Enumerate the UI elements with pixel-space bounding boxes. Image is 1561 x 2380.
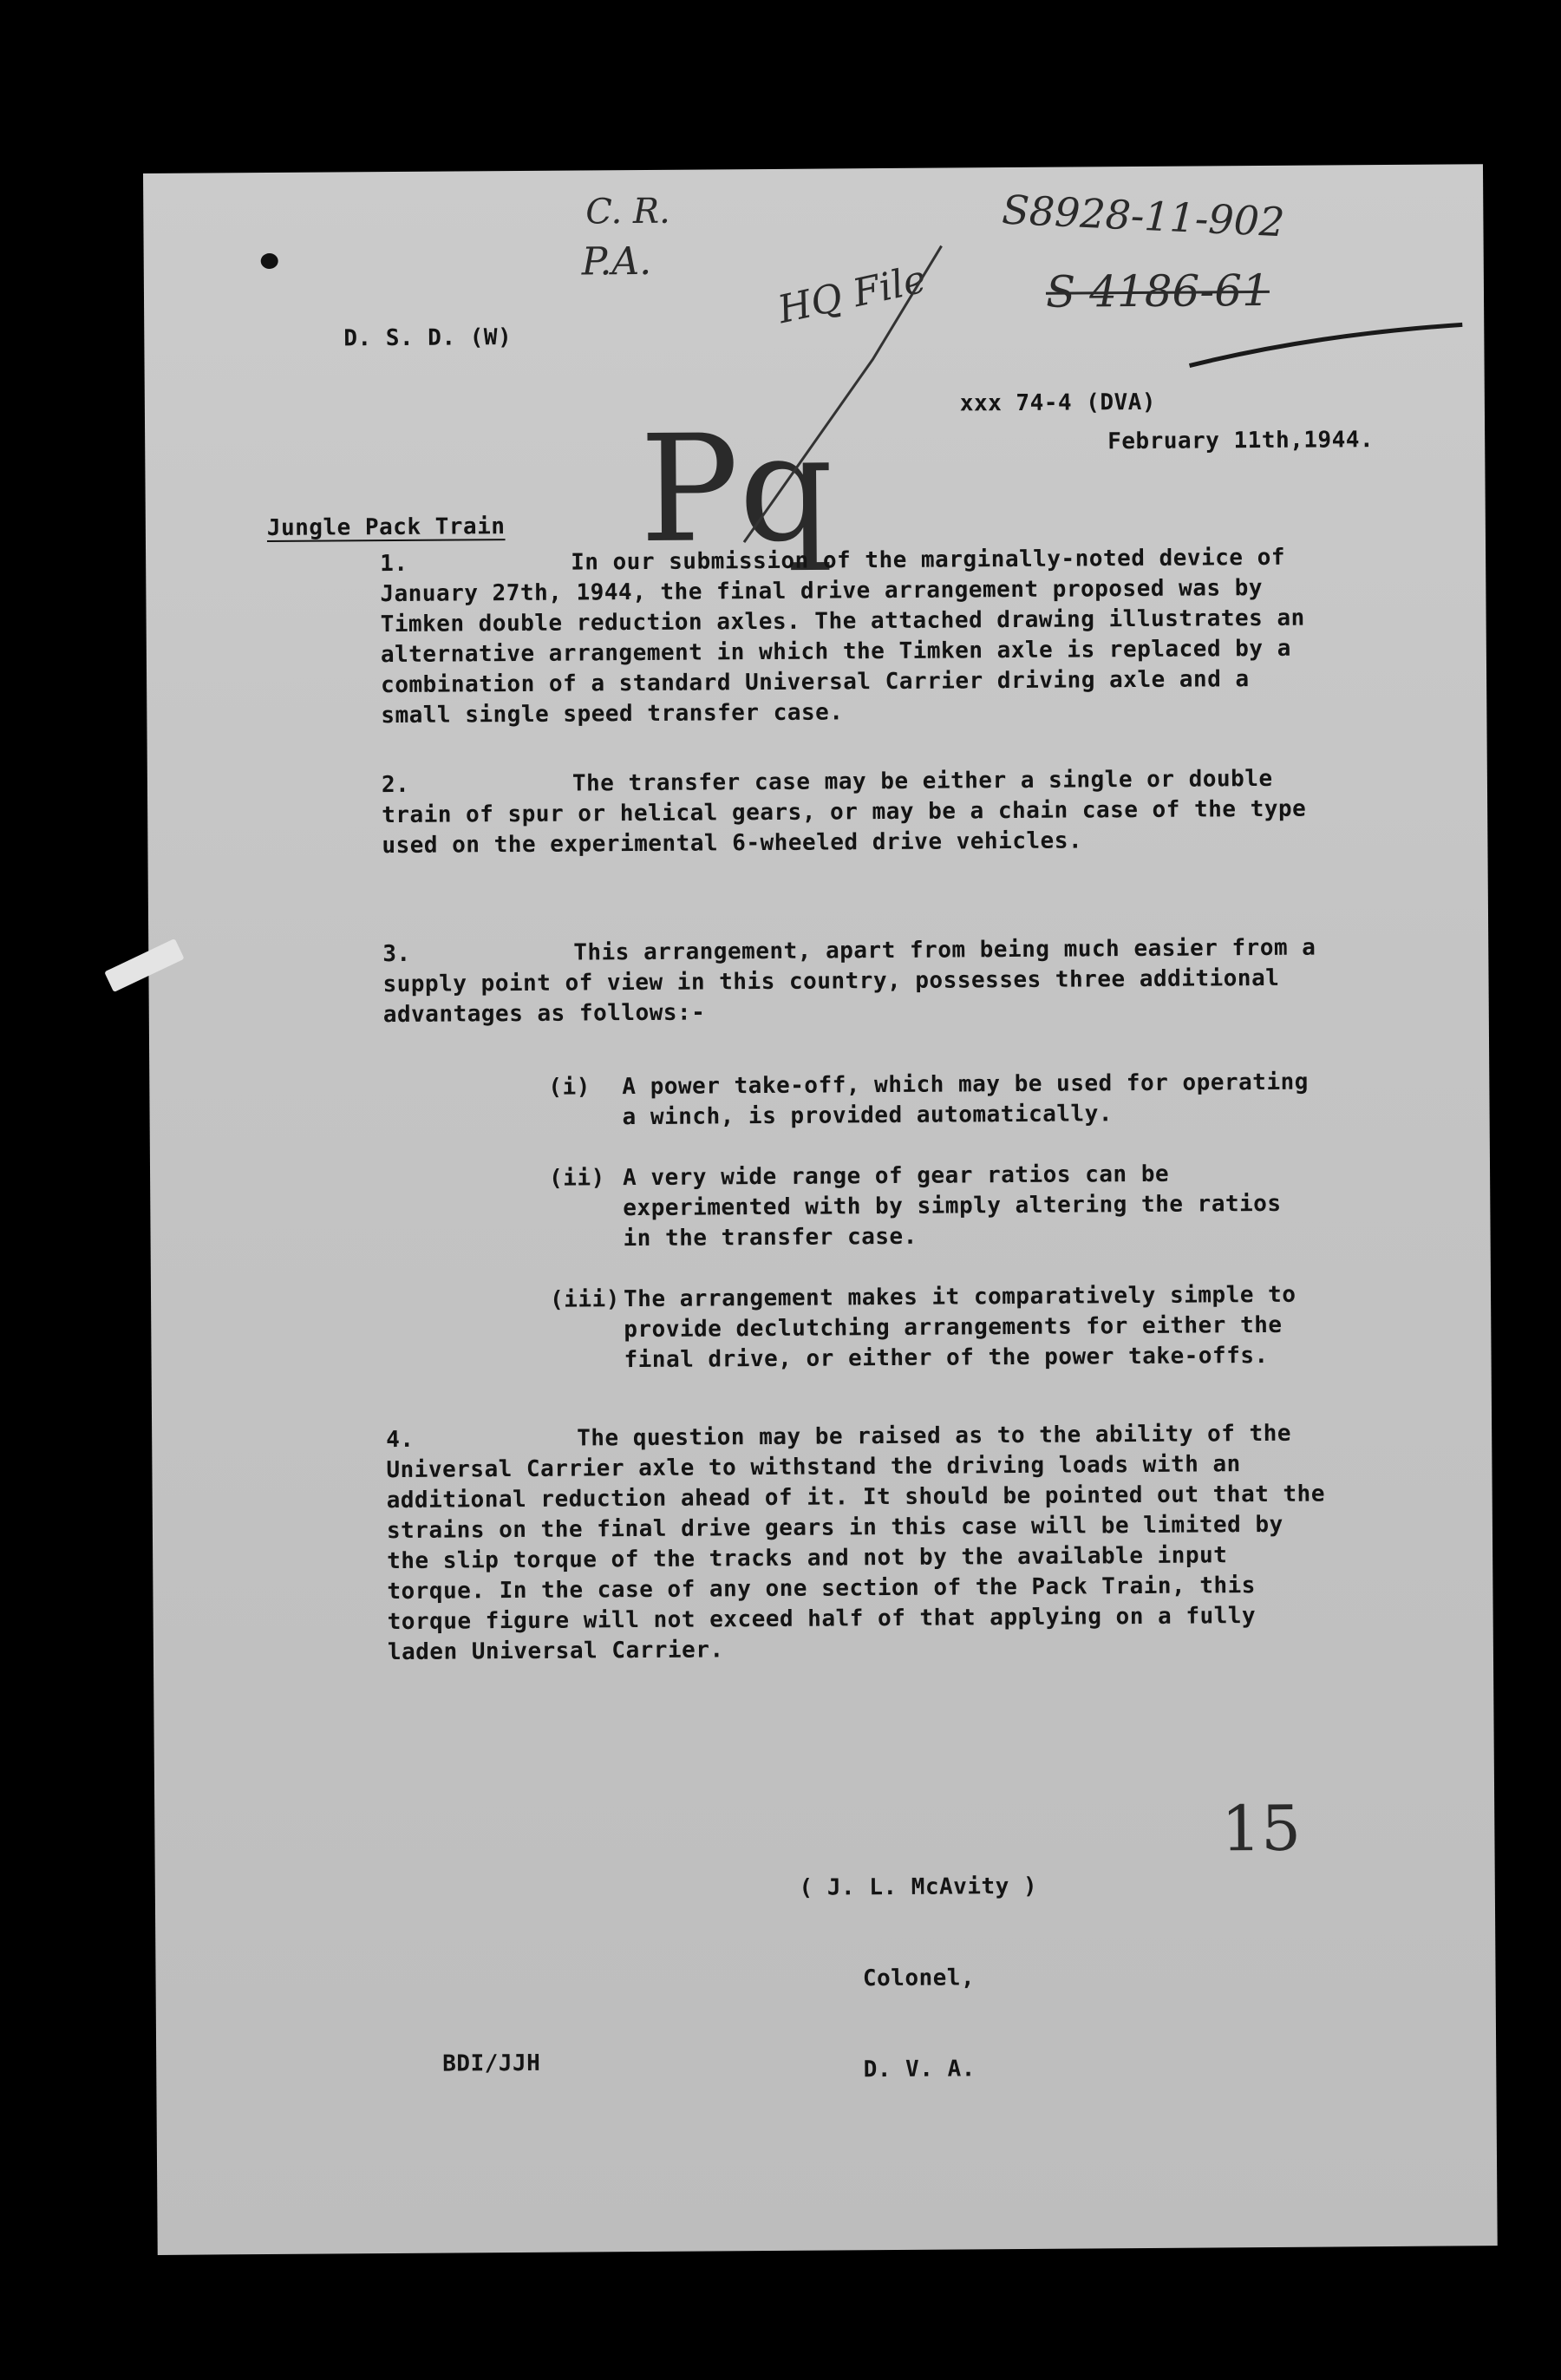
reference-initials: BDI/JJH xyxy=(442,2050,541,2077)
paragraph-number: 2. xyxy=(381,771,410,799)
handwritten-pq-mark: Pq xyxy=(638,402,834,577)
advantage-number: (i) xyxy=(548,1074,591,1101)
punch-hole xyxy=(261,253,278,269)
letter-date: February 11th,1944. xyxy=(1107,427,1375,455)
advantage-number: (ii) xyxy=(548,1165,605,1192)
advantage-item-2 xyxy=(549,1159,1313,1285)
paragraph-text: The transfer case may be either a single or double train of spur or helical gears, or may be a chain case of the type used on the experimental 6-wheeled drive vehicles. xyxy=(382,765,1307,860)
paragraph-3 xyxy=(382,933,1320,1062)
file-reference: xxx 74-4 (DVA) xyxy=(959,389,1157,417)
paragraph-text: The question may be raised as to the ability of the Universal Carrier axle to withstand the driving loads with an additional reduction ahead of it. It should be pointed out that the strains on the final drive gears in this case will be limited by the slip torque of the tracks and not by the available input torque. In the case of any one section of the Pack Train, this torque figure will not exceed half of that applying on a fully laden Universal Carrier. xyxy=(386,1420,1326,1666)
paragraph-number: 3. xyxy=(382,940,411,968)
signatory-rank: Colonel, xyxy=(862,1965,976,1992)
paragraph-number: 1. xyxy=(380,550,408,578)
advantage-number: (iii) xyxy=(549,1286,620,1313)
handwritten-initials-1: C. R. xyxy=(585,191,670,232)
paragraph-text: This arrangement, apart from being much easier from a supply point of view in this country, possesses three additional advantages as follows:- xyxy=(382,934,1316,1029)
signatory-name: ( J. L. McAvity ) xyxy=(799,1873,1038,1901)
handwritten-struck-number: S 4186-61 xyxy=(1045,265,1270,317)
advantage-text: A power take-off, which may be used for operating a winch, is provided automatically. xyxy=(622,1069,1309,1131)
document-page xyxy=(143,164,1498,2255)
paragraph-1 xyxy=(380,543,1317,729)
subject-line: Jungle Pack Train xyxy=(266,513,506,542)
handwritten-file-number: S8928-11-902 xyxy=(1001,186,1286,246)
paragraph-4 xyxy=(386,1418,1332,1666)
pen-stroke xyxy=(734,238,953,552)
paragraph-2 xyxy=(382,764,1319,892)
advantage-text: The arrangement makes it comparatively simple to provide declutching arrangements for either the final drive, or either of the power take-offs. xyxy=(623,1281,1296,1374)
handwritten-page-count: 15 xyxy=(1221,1791,1302,1866)
signatory-title: D. V. A. xyxy=(863,2056,976,2083)
paragraph-number: 4. xyxy=(386,1426,415,1454)
handwritten-initials-2: P.A. xyxy=(581,239,652,284)
advantage-text: A very wide range of gear ratios can be experimented with by simply altering the ratios in the transfer case. xyxy=(622,1161,1282,1252)
handwritten-hq-file: HQ File xyxy=(774,257,931,333)
signature-block xyxy=(761,1811,1076,2148)
addressee: D. S. D. (W) xyxy=(343,324,513,352)
paragraph-text: In our submission of the marginally-noted device of January 27th, 1944, the final drive arrangement proposed was by Timken double reduction axles. The attached drawing illustrates an alternative arrangement in which the Timken axle is replaced by a combination of a standard Universal Carrier driving axle and a small single speed transfer case. xyxy=(380,544,1305,729)
advantage-item-3 xyxy=(550,1280,1314,1407)
pen-underline xyxy=(1185,303,1472,374)
torn-tab xyxy=(104,938,184,992)
